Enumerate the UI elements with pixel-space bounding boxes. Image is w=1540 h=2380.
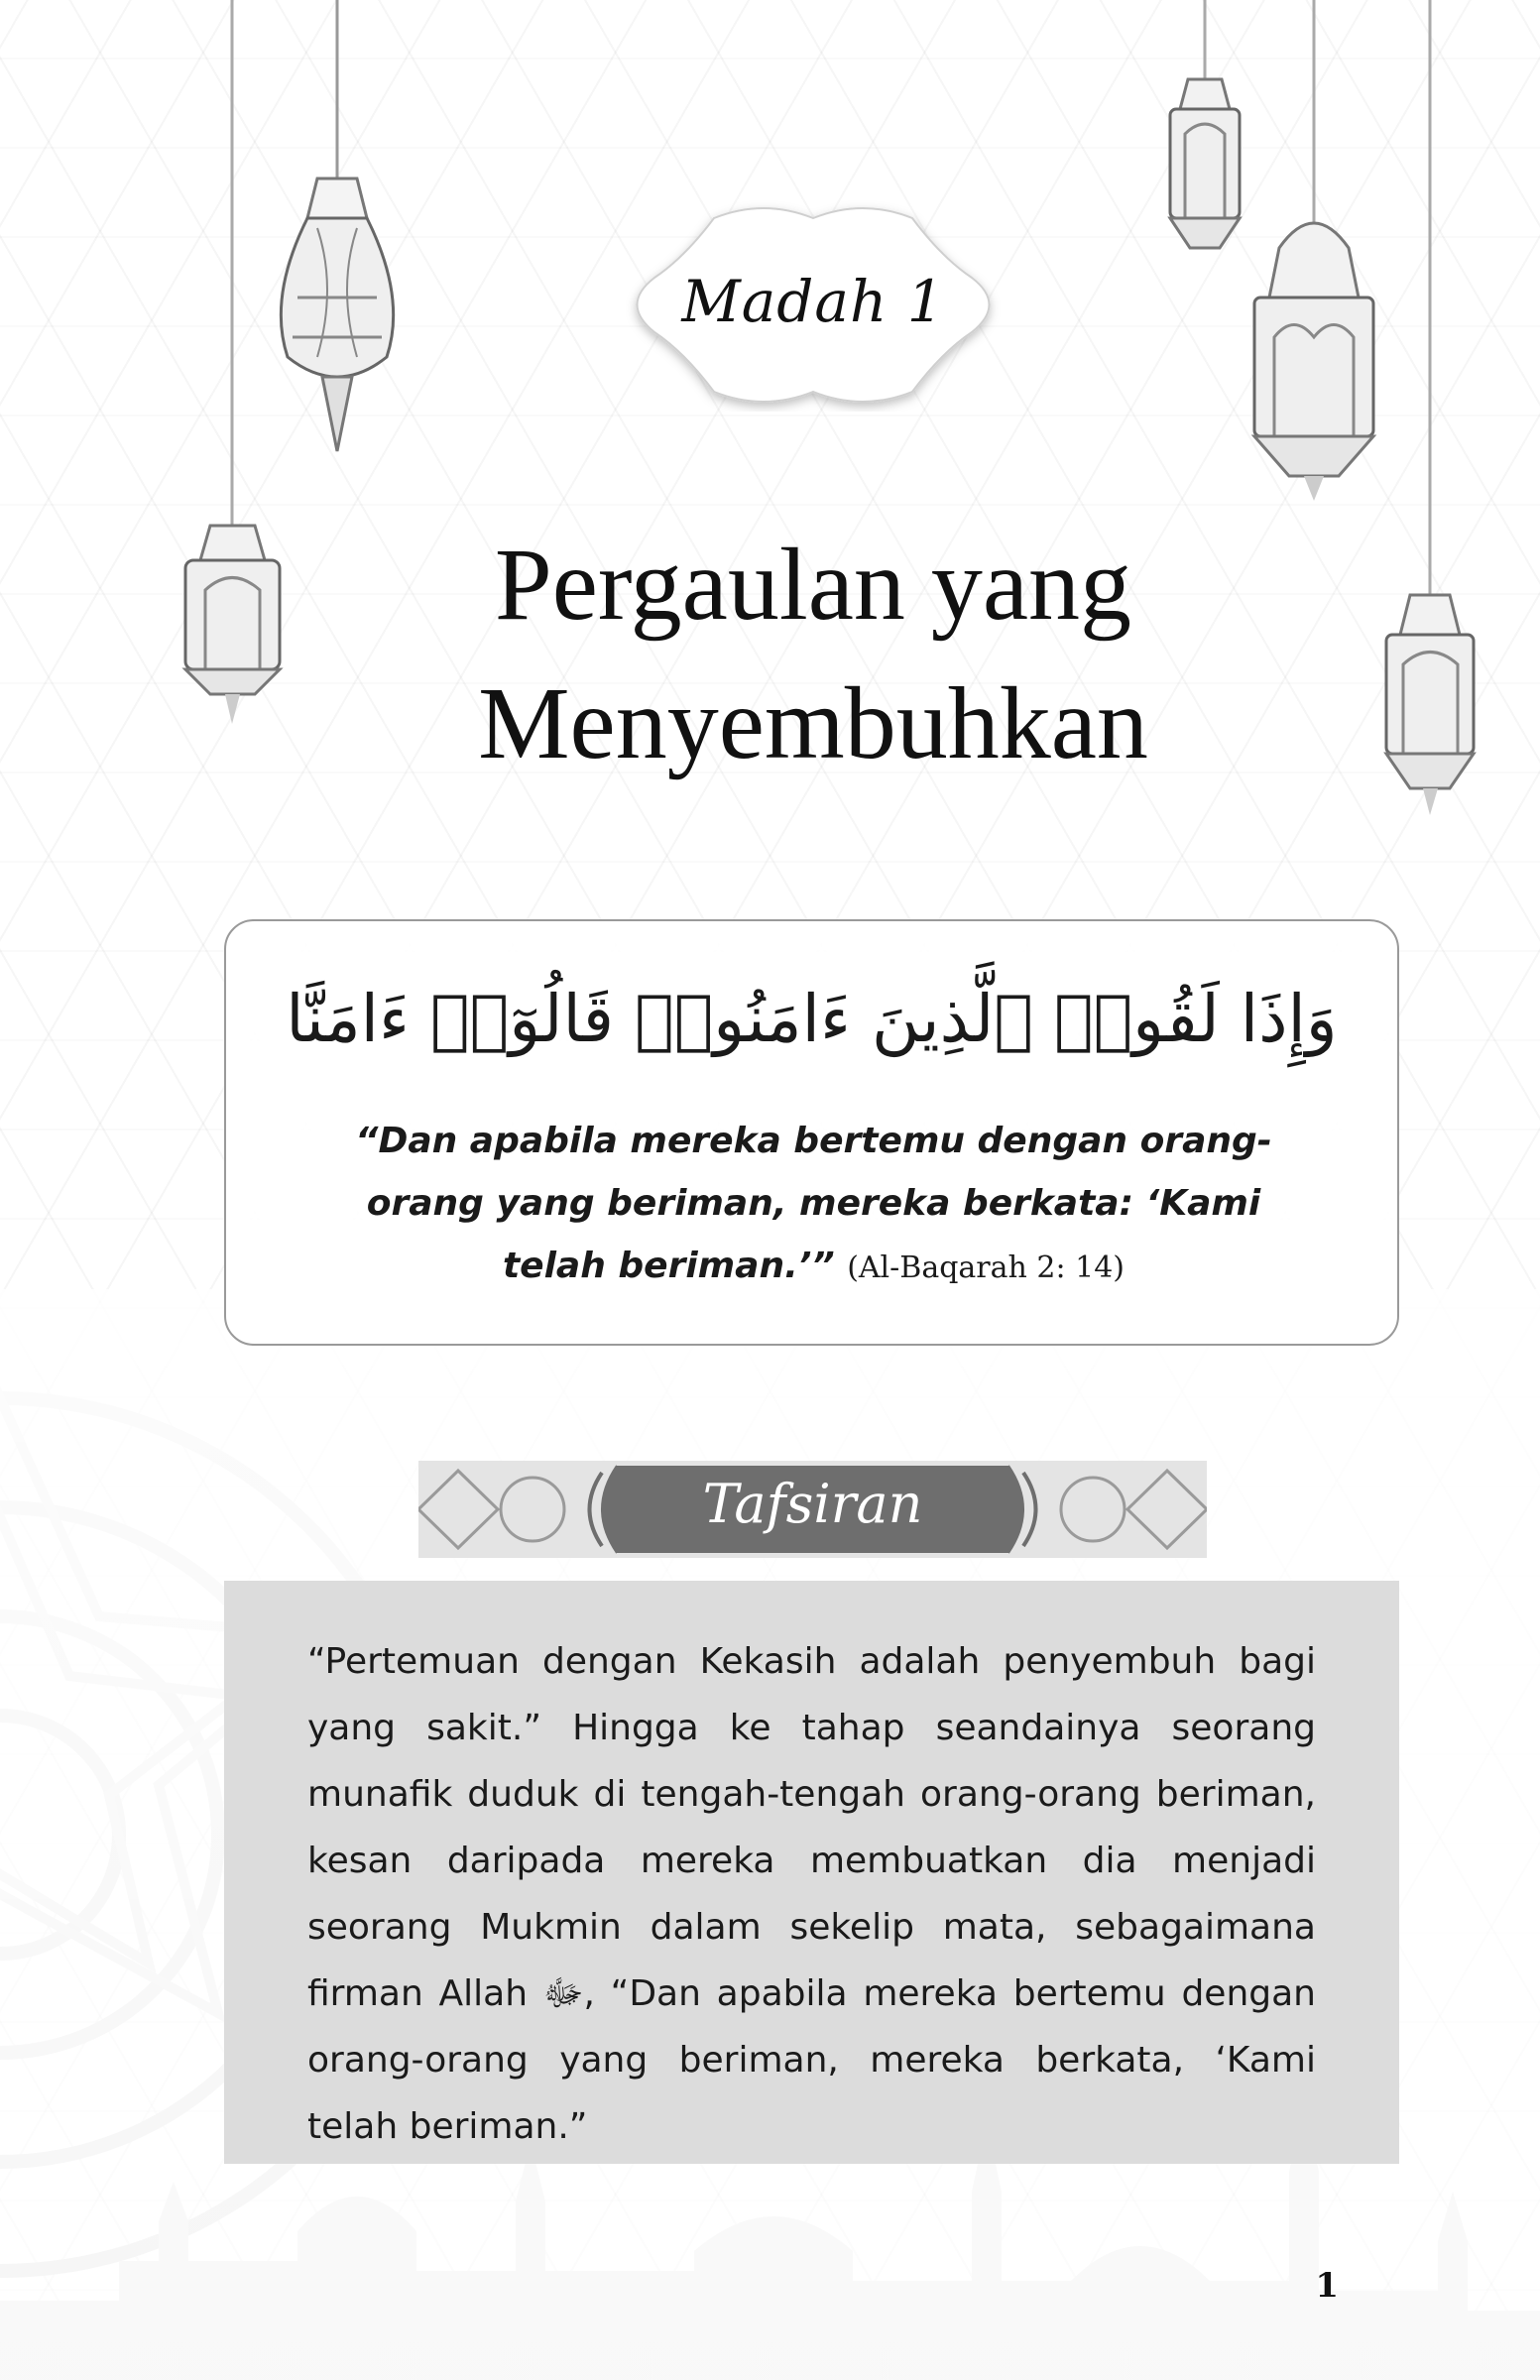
title-line-1: Pergaulan yang	[494, 528, 1132, 642]
hanging-lantern-icon	[171, 0, 295, 734]
section-banner-label: Tafsiran	[702, 1473, 923, 1535]
hanging-lantern-icon	[1240, 0, 1388, 506]
arabic-verse: وَإِذَا لَقُوا۟ ٱلَّذِينَ ءَامَنُوا۟ قَالُوٓا۟ ءَامَنَّا	[286, 981, 1338, 1057]
verse-box	[224, 919, 1399, 1346]
page-title	[327, 516, 1299, 793]
verse-translation-text: “Dan apabila mereka bertemu dengan orang-orang yang beriman, mereka berkata: ‘Kami telah beriman.’”	[355, 1121, 1272, 1286]
hanging-lantern-icon	[1160, 0, 1249, 268]
verse-citation: (Al-Baqarah 2: 14)	[847, 1250, 1125, 1285]
tafsir-box	[224, 1581, 1399, 2164]
tafsir-paragraph: “Pertemuan dengan Kekasih adalah penyembuh bagi yang sakit.” Hingga ke tahap seandainya seorang munafik duduk di tengah-tengah orang-orang beriman, kesan daripada mereka membuatkan dia menjadi seorang Mukmin dalam sekelip mata, sebagaimana firman Allah ﷻ, “Dan apabila mereka bertemu dengan orang-orang yang beriman, mereka berkata, ‘Kami telah beriman.”	[307, 1641, 1316, 2147]
title-line-2: Menyembuhkan	[478, 666, 1148, 780]
chapter-label: Madah 1	[681, 268, 945, 335]
hanging-lantern-icon	[1378, 0, 1482, 823]
verse-translation	[335, 1110, 1292, 1299]
page-number: 1	[1315, 2266, 1339, 2306]
